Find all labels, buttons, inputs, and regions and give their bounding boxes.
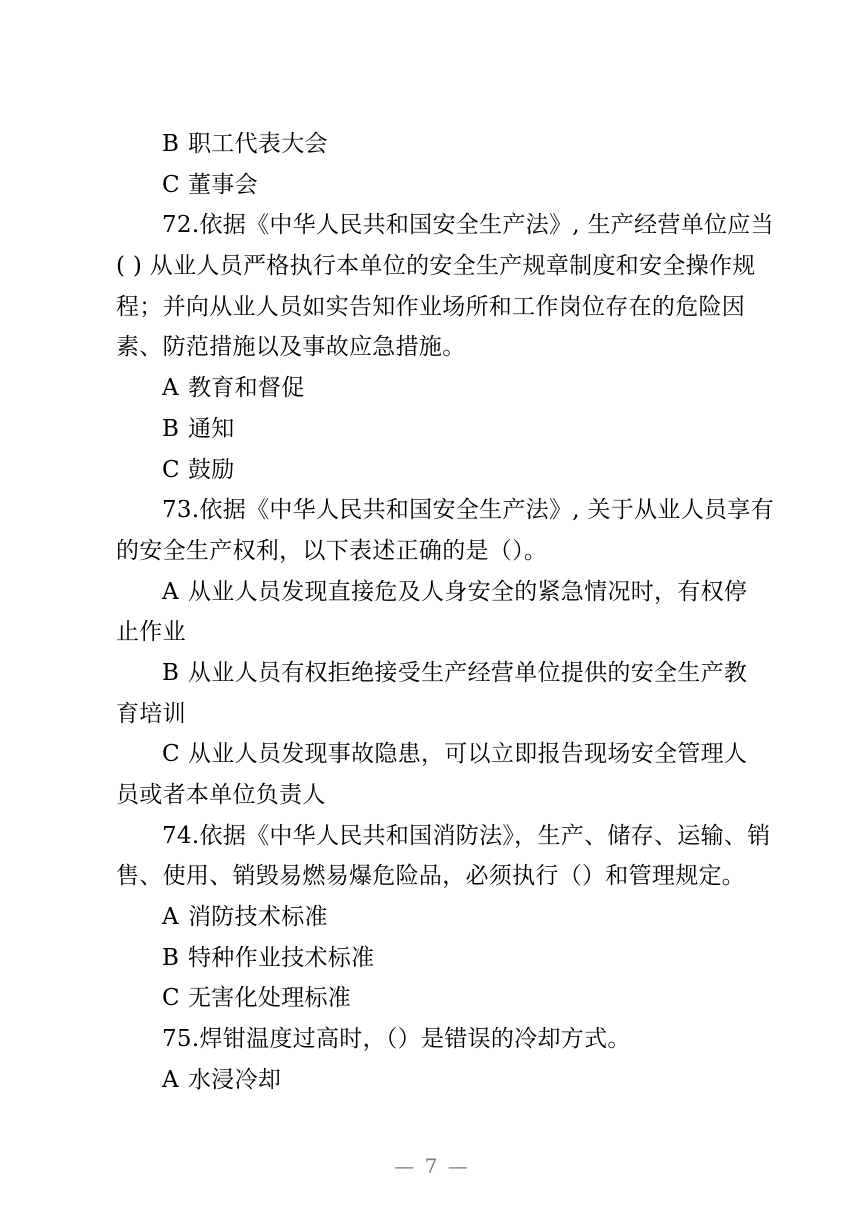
option-letter: B xyxy=(162,944,180,971)
option-text: 通知 xyxy=(188,415,235,442)
option-text: 特种作业技术标准 xyxy=(188,944,375,971)
question-72-line: 素、防范措施以及事故应急措施。 xyxy=(116,334,466,361)
option-letter: B xyxy=(162,131,180,157)
option-line xyxy=(116,572,750,613)
question-72-line: 72.依据《中华人民共和国安全生产法》, 生产经营单位应当 xyxy=(162,212,774,239)
option-text: 水浸冷却 xyxy=(188,1066,282,1093)
option-letter: A xyxy=(162,578,179,605)
page-body xyxy=(116,124,774,1101)
question-74-line: 74.依据《中华人民共和国消防法》，生产、储存、运输、销 xyxy=(162,822,771,849)
option-text: 无害化处理标准 xyxy=(188,985,352,1012)
option-letter: C xyxy=(162,985,180,1012)
option-line xyxy=(116,734,750,775)
option-text: 从业人员发现事故隐患，可以立即报告现场安全管理人 xyxy=(188,741,748,768)
option-letter: B xyxy=(162,659,180,686)
option-letter: C xyxy=(162,741,180,768)
option-text: 教育和督促 xyxy=(188,375,305,402)
option-text: 从业人员发现直接危及人身安全的紧急情况时，有权停 xyxy=(188,578,748,605)
option-letter: A xyxy=(162,375,179,402)
question-75-line: 75.焊钳温度过高时，（）是错误的冷却方式。 xyxy=(162,1026,631,1053)
option-line xyxy=(116,897,750,938)
option-continuation: 员或者本单位负责人 xyxy=(116,782,326,808)
option-line xyxy=(116,368,750,409)
question-73-line: 的安全生产权利，以下表述正确的是（）。 xyxy=(116,537,548,564)
question-72-line: ( ) 从业人员严格执行本单位的安全生产规章制度和安全操作规 xyxy=(116,253,756,280)
option-text: 从业人员有权拒绝接受生产经营单位提供的安全生产教 xyxy=(188,659,748,686)
option-text: 消防技术标准 xyxy=(188,904,328,931)
option-line xyxy=(116,978,750,1019)
question-73-line: 73.依据《中华人民共和国安全生产法》, 关于从业人员享有 xyxy=(162,497,774,524)
question-74-line: 售、使用、销毁易燃易爆危险品，必须执行（）和管理规定。 xyxy=(116,863,746,890)
option-letter: A xyxy=(162,1066,179,1093)
option-continuation: 育培训 xyxy=(116,700,186,727)
option-text: 职工代表大会 xyxy=(188,131,328,157)
option-continuation: 止作业 xyxy=(116,619,186,646)
option-line xyxy=(116,653,750,694)
option-letter: A xyxy=(162,904,179,931)
option-letter: C xyxy=(162,456,180,483)
option-line xyxy=(116,409,750,450)
option-line xyxy=(116,124,750,165)
option-line xyxy=(116,1060,750,1101)
option-text: 董事会 xyxy=(188,171,258,198)
option-letter: C xyxy=(162,171,180,198)
option-line xyxy=(116,938,750,979)
option-text: 鼓励 xyxy=(188,456,235,483)
page-number: — 7 — xyxy=(394,1154,470,1178)
option-letter: B xyxy=(162,415,180,442)
question-72-line: 程；并向从业人员如实告知作业场所和工作岗位存在的危险因 xyxy=(116,293,746,320)
option-line xyxy=(116,165,750,206)
option-line xyxy=(116,450,750,491)
